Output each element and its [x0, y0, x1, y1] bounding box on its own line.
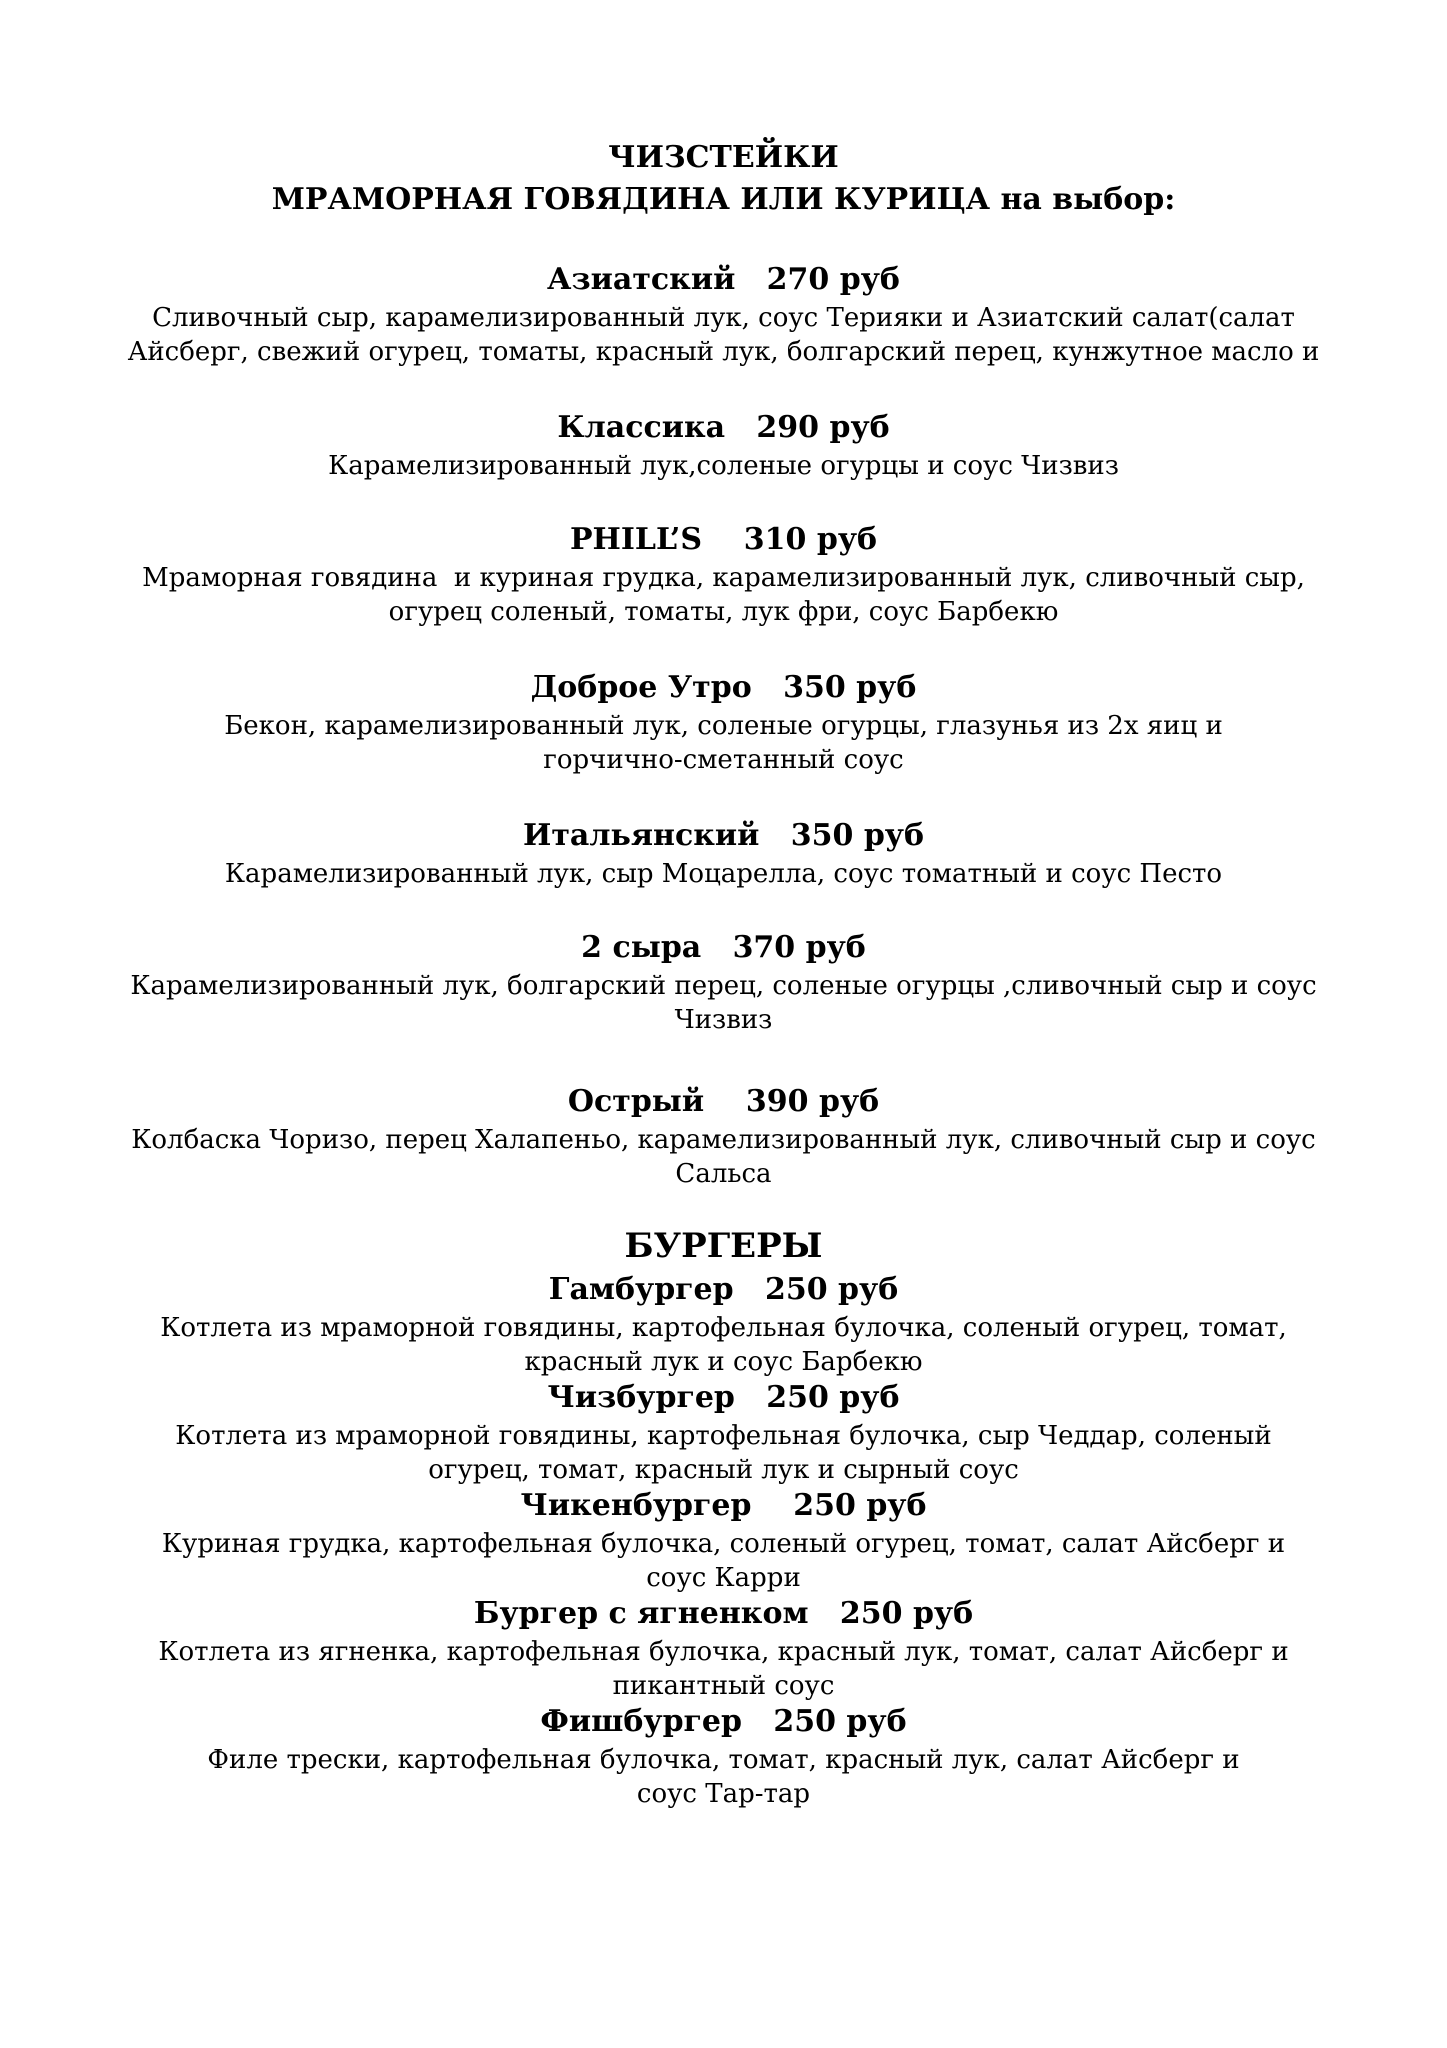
- menu-item-heading: Бургер с ягненком 250 руб: [473, 1596, 974, 1631]
- menu-item-heading: Азиатский 270 руб: [547, 262, 900, 297]
- menu-item-description: Карамелизированный лук, болгарский перец, соленые огурцы ,сливочный сыр и соус: [130, 971, 1317, 1001]
- menu-item-description: пикантный соус: [612, 1671, 835, 1701]
- menu-item-description: Колбаска Чоризо, перец Халапеньо, карамелизированный лук, сливочный сыр и соус: [131, 1125, 1316, 1155]
- menu-item-description: Чизвиз: [674, 1005, 773, 1035]
- menu-item-heading: Итальянский 350 руб: [522, 818, 925, 853]
- menu-item-description: Мраморная говядина и куриная грудка, карамелизированный лук, сливочный сыр,: [142, 563, 1305, 593]
- menu-item-description: огурец соленый, томаты, лук фри, соус Барбекю: [388, 597, 1059, 627]
- menu-item-description: Сальса: [675, 1159, 772, 1189]
- section-title-burgers: БУРГЕРЫ: [624, 1226, 823, 1266]
- menu-item-description: Котлета из ягненка, картофельная булочка, красный лук, томат, салат Айсберг и: [158, 1637, 1289, 1667]
- menu-item-heading: Фишбургер 250 руб: [540, 1704, 907, 1739]
- menu-item-description: огурец, томат, красный лук и сырный соус: [428, 1455, 1019, 1485]
- menu-item-heading: Чикенбургер 250 руб: [520, 1488, 927, 1523]
- menu-item-description: соус Тар-тар: [636, 1779, 811, 1809]
- menu-item-description: Карамелизированный лук,соленые огурцы и соус Чизвиз: [328, 451, 1119, 481]
- menu-item-description: Айсберг, свежий огурец, томаты, красный лук, болгарский перец, кунжутное масло и: [127, 337, 1320, 367]
- menu-item-heading: Гамбургер 250 руб: [548, 1272, 899, 1307]
- menu-item-heading: 2 сыра 370 руб: [581, 930, 866, 965]
- section-title-cheesesteaks: ЧИЗСТЕЙКИ: [608, 140, 839, 175]
- section-subtitle-meat-choice: МРАМОРНАЯ ГОВЯДИНА ИЛИ КУРИЦА на выбор:: [271, 182, 1176, 217]
- menu-item-heading: PHILL’S 310 руб: [569, 522, 878, 557]
- menu-item-description: горчично-сметанный соус: [543, 745, 904, 775]
- menu-item-heading: Классика 290 руб: [557, 410, 890, 445]
- menu-item-description: Котлета из мраморной говядины, картофельная булочка, сыр Чеддар, соленый: [175, 1421, 1272, 1451]
- menu-item-description: красный лук и соус Барбекю: [524, 1347, 923, 1377]
- menu-item-description: Котлета из мраморной говядины, картофельная булочка, соленый огурец, томат,: [160, 1313, 1287, 1343]
- menu-item-description: Карамелизированный лук, сыр Моцарелла, соус томатный и соус Песто: [224, 859, 1223, 889]
- menu-item-heading: Доброе Утро 350 руб: [530, 670, 917, 705]
- menu-item-description: Филе трески, картофельная булочка, томат, красный лук, салат Айсберг и: [207, 1745, 1240, 1775]
- menu-item-description: Сливочный сыр, карамелизированный лук, соус Терияки и Азиатский салат(салат: [152, 303, 1295, 333]
- menu-item-heading: Чизбургер 250 руб: [547, 1380, 900, 1415]
- menu-item-description: Куриная грудка, картофельная булочка, соленый огурец, томат, салат Айсберг и: [161, 1529, 1286, 1559]
- menu-item-heading: Острый 390 руб: [567, 1084, 880, 1119]
- menu-item-description: Бекон, карамелизированный лук, соленые огурцы, глазунья из 2х яиц и: [224, 711, 1223, 741]
- menu-item-description: соус Карри: [646, 1563, 801, 1593]
